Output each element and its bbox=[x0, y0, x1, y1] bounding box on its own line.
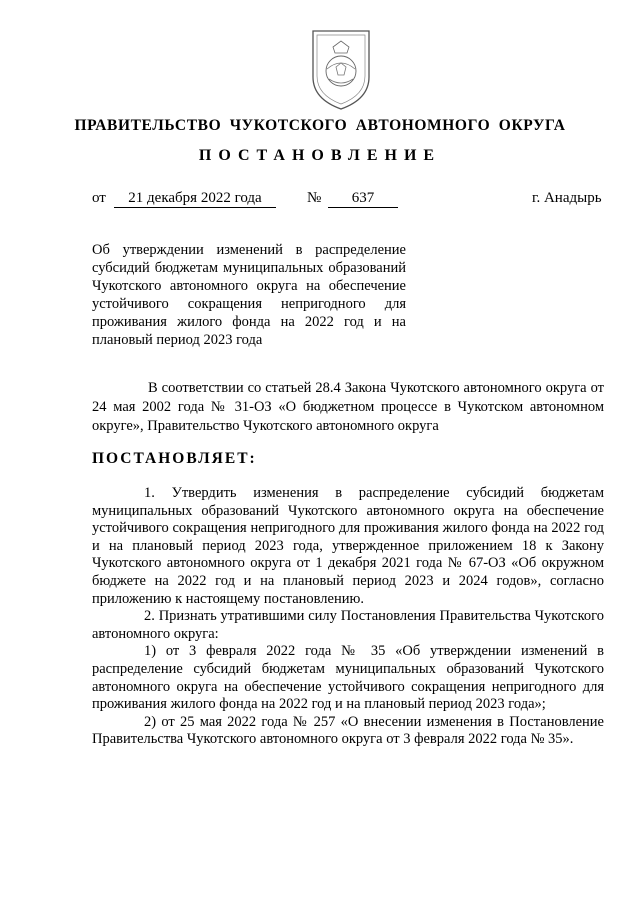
government-title: ПРАВИТЕЛЬСТВО ЧУКОТСКОГО АВТОНОМНОГО ОКРУГА bbox=[74, 117, 566, 134]
document-number: 637 bbox=[328, 190, 398, 208]
city: г. Анадырь bbox=[532, 190, 602, 206]
coat-of-arms-icon bbox=[303, 25, 379, 113]
preamble bbox=[92, 379, 604, 436]
paragraph-2-2: 2) от 25 мая 2022 года № 257 «О внесении изменения в Постановление Правительства Чукотского автономного округа от 3 февраля 2022 года № 35». bbox=[92, 713, 604, 748]
document-date: 21 декабря 2022 года bbox=[114, 190, 276, 208]
paragraph-1: 1. Утвердить изменения в распределение субсидий бюджетам муниципальных образований Чукотского автономного округа на обеспечение устойчивого сокращения непригодного для проживания жилого фонда на 2022 год и на плановый период 2023 года, утвержденное приложением 18 к Закону Чукотского автономного округа от 1 декабря 2021 года № 67-ОЗ «Об окружном бюджете на 2022 год и на плановый период 2023 и 2024 годов», согласно приложению к настоящему постановлению. bbox=[92, 485, 604, 607]
document-title: Об утверждении изменений в распределение субсидий бюджетам муниципальных образований Чукотского автономного округа на обеспечение устойчивого сокращения непригодного для проживания жилого фонда на 2022 год и на плановый период 2023 года bbox=[92, 242, 406, 348]
document-meta bbox=[0, 190, 640, 214]
preamble-text: В соответствии со статьей 28.4 Закона Чукотского автономного округа от 24 мая 2002 года № 31-ОЗ «О бюджетном процессе в Чукотском автономном округе», Правительство Чукотского автономного округа bbox=[92, 380, 604, 434]
number-sign: № bbox=[307, 190, 322, 206]
document-type: ПОСТАНОВЛЕНИЕ bbox=[198, 147, 442, 164]
resolution-body bbox=[92, 485, 604, 749]
paragraph-2: 2. Признать утратившими силу Постановления Правительства Чукотского автономного округа: bbox=[92, 608, 604, 642]
resolve-heading: ПОСТАНОВЛЯЕТ: bbox=[92, 450, 257, 467]
date-prefix: от bbox=[92, 190, 106, 206]
paragraph-2-1: 1) от 3 февраля 2022 года № 35 «Об утверждении изменений в распределение субсидий бюджетам муниципальных образований Чукотского автономного округа на обеспечение устойчивого сокращения непригодного для проживания жилого фонда на 2022 год и на плановый период 2023 года»; bbox=[92, 643, 604, 713]
